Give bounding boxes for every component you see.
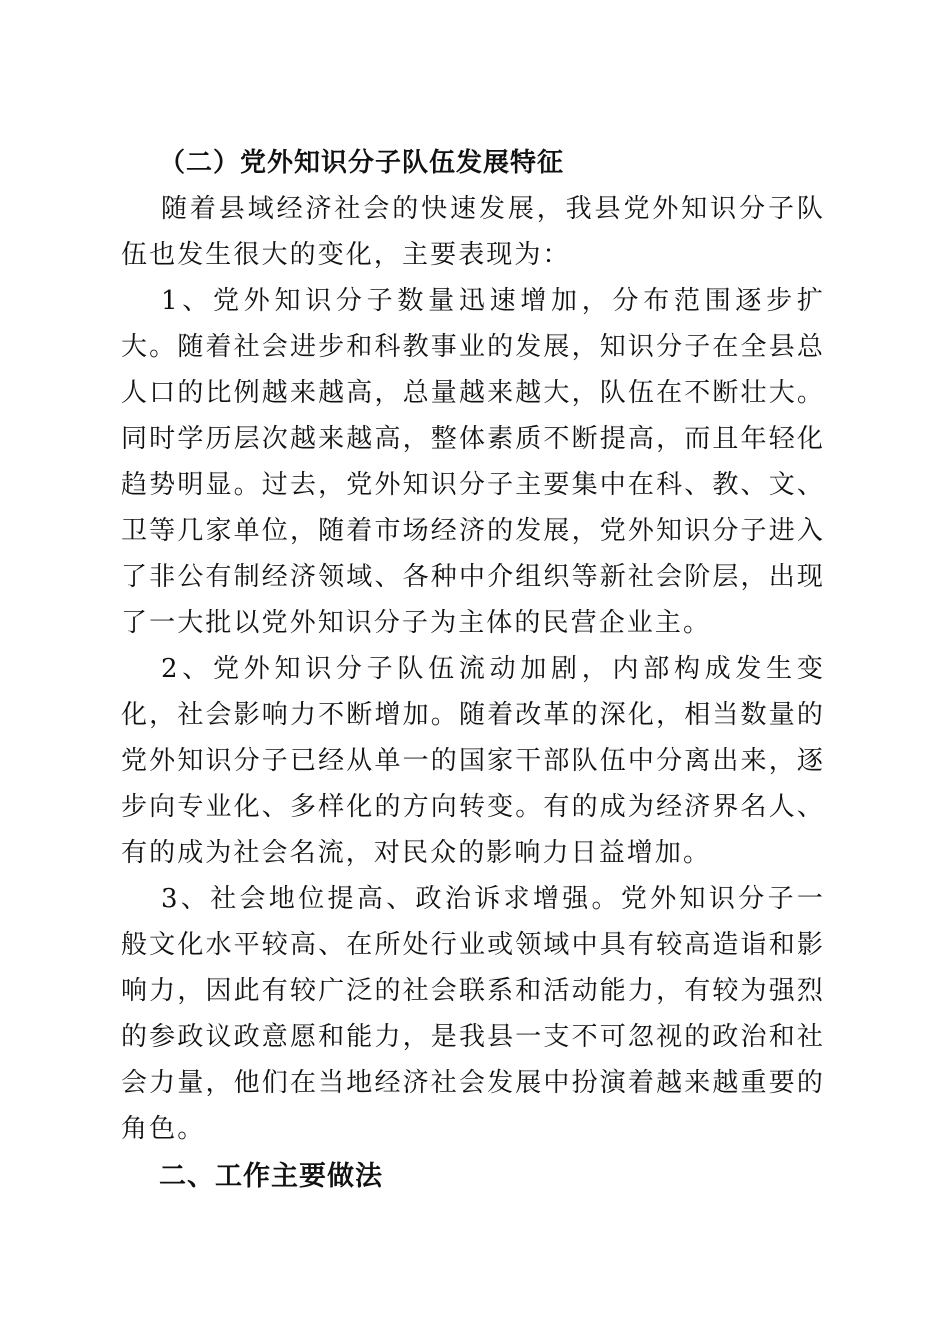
section-subheading: （二）党外知识分子队伍发展特征 xyxy=(159,148,565,178)
point-1-paragraph: 1、党外知识分子数量迅速增加，分布范围逐步扩大。随着社会进步和科教事业的发展，知识分子在全县总人口的比例越来越高，总量越来越大，队伍在不断壮大。同时学历层次越来越高，整体素质不断提高，而且年轻化趋势明显。过去，党外知识分子主要集中在科、教、文、卫等几家单位，随着市场经济的发展，党外知识分子进入了非公有制经济领域、各种中介组织等新社会阶层，出现了一大批以党外知识分子为主体的民营企业主。 xyxy=(121,286,825,638)
document-page xyxy=(121,140,825,1200)
point-2-paragraph: 2、党外知识分子队伍流动加剧，内部构成发生变化，社会影响力不断增加。随着改革的深化，相当数量的党外知识分子已经从单一的国家干部队伍中分离出来，逐步向专业化、多样化的方向转变。有的成为经济界名人、有的成为社会名流，对民众的影响力日益增加。 xyxy=(121,654,825,868)
point-3-paragraph: 3、社会地位提高、政治诉求增强。党外知识分子一般文化水平较高、在所处行业或领域中具有较高造诣和影响力，因此有较广泛的社会联系和活动能力，有较为强烈的参政议政意愿和能力，是我县一支不可忽视的政治和社会力量，他们在当地经济社会发展中扮演着越来越重要的角色。 xyxy=(121,884,825,1144)
section-heading: 二、工作主要做法 xyxy=(159,1161,383,1192)
intro-paragraph: 随着县域经济社会的快速发展，我县党外知识分子队伍也发生很大的变化，主要表现为： xyxy=(121,194,825,270)
